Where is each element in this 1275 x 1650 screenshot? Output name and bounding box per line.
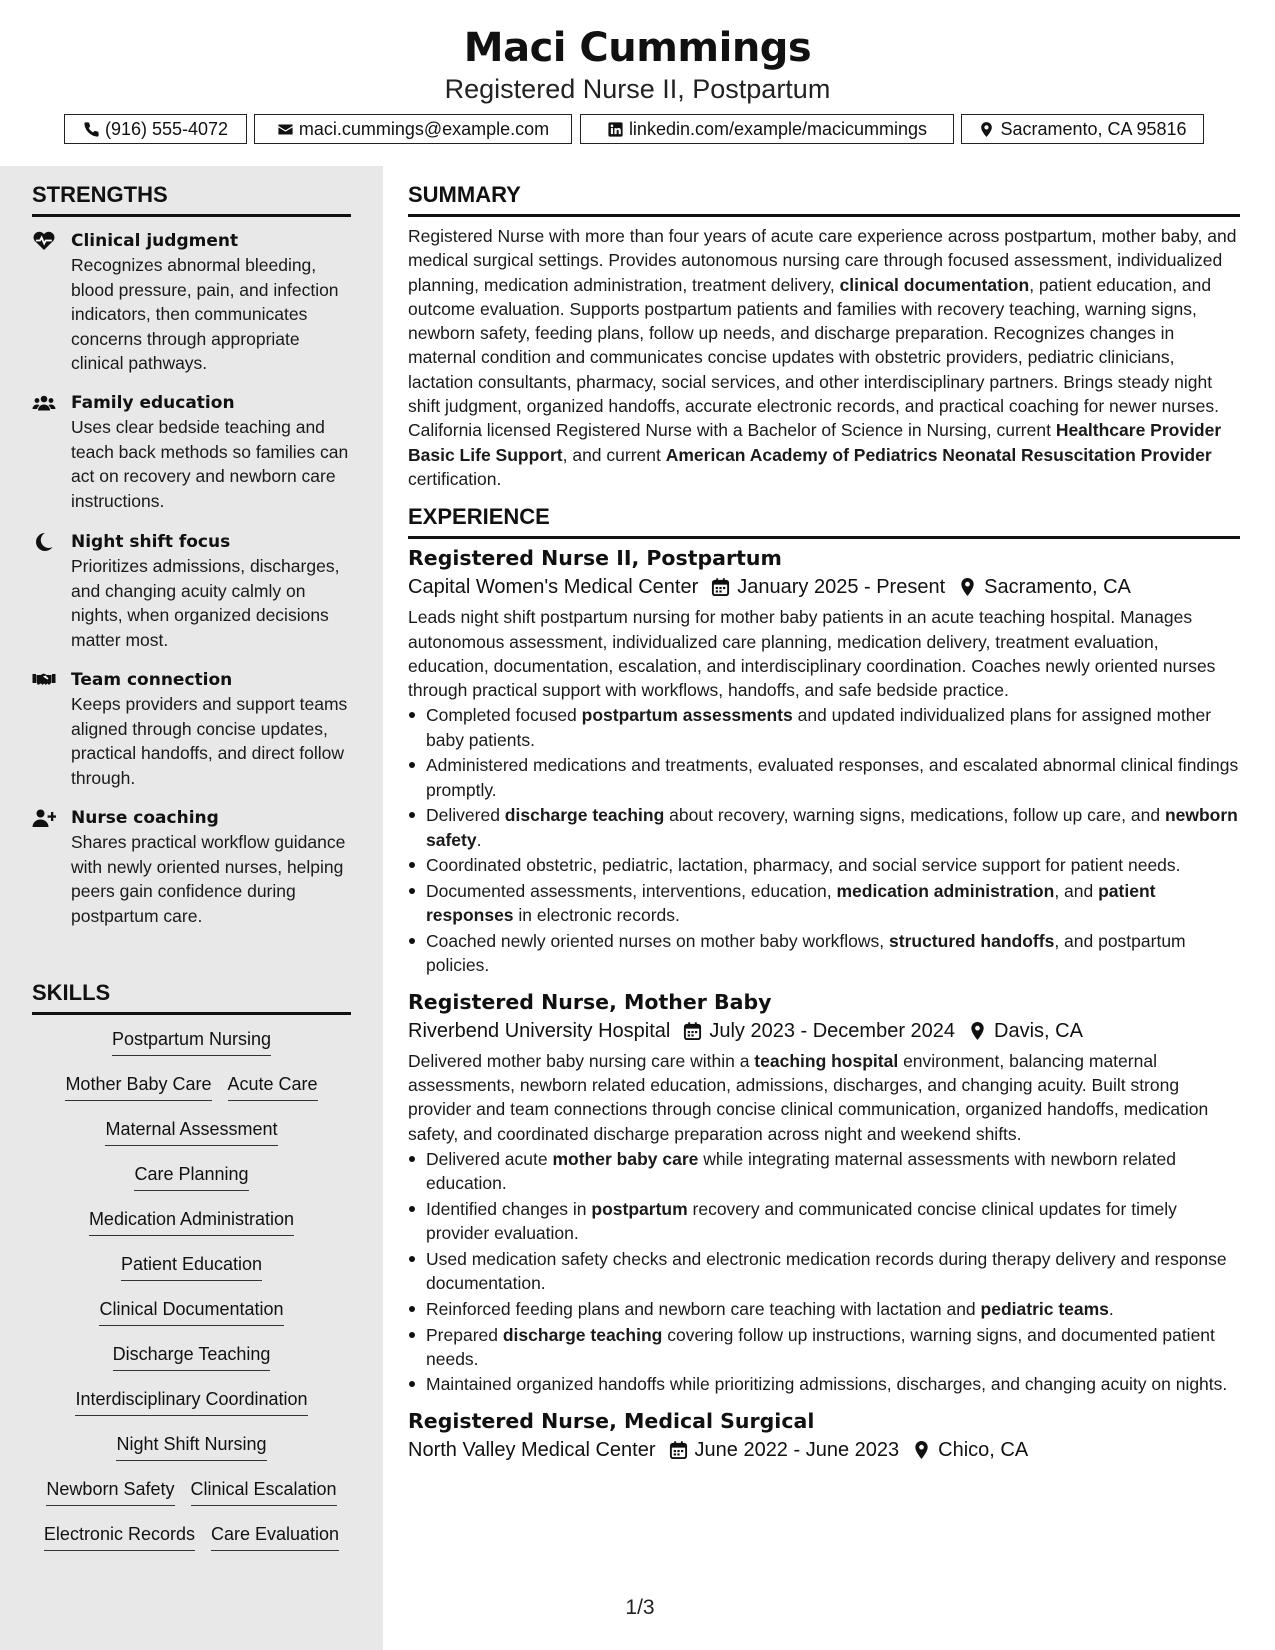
skill-row: [32, 1477, 351, 1522]
skill-tag: Care Planning: [134, 1162, 248, 1191]
strength-title: Nurse coaching: [71, 808, 219, 828]
skill-tag: Postpartum Nursing: [112, 1027, 271, 1056]
strength-item: [32, 391, 354, 513]
strength-item: [32, 229, 354, 376]
contact-email[interactable]: [254, 114, 572, 144]
skills-list: [32, 1027, 351, 1567]
job-bullets: [408, 703, 1240, 977]
users-icon: [32, 393, 56, 413]
job-meta: [408, 572, 1240, 602]
strengths-section: [32, 182, 351, 217]
job-entry: [408, 544, 1240, 977]
skill-row: [32, 1072, 351, 1117]
strength-description: Prioritizes admissions, discharges, and changing acuity calmly on nights, when organized decisions matter most.: [71, 556, 340, 650]
strength-description: Keeps providers and support teams aligned through concise updates, practical handoffs, and direct follow through.: [71, 694, 348, 788]
skill-tag: Discharge Teaching: [113, 1342, 271, 1371]
skill-tag: Clinical Escalation: [191, 1477, 337, 1506]
bullet-item: Reinforced feeding plans and newborn care teaching with lactation and pediatric teams.: [408, 1297, 1240, 1321]
linkedin-icon: [607, 121, 624, 138]
bullet-item: Administered medications and treatments, evaluated responses, and escalated abnormal clinical findings promptly.: [408, 753, 1240, 802]
job-description: Leads night shift postpartum nursing for mother baby patients in an acute teaching hospital. Manages autonomous assessment, individualized care planning, medication delivery, treatment evaluation, education, documentation, escalation, and interdisciplinary coordination. Coaches newly oriented nurses through practical support with workflows, handoffs, and safe bedside practice.: [408, 607, 1216, 701]
skill-tag: Electronic Records: [44, 1522, 195, 1551]
job-title: Registered Nurse, Medical Surgical: [408, 1408, 815, 1433]
skill-row: [32, 1342, 351, 1387]
skill-row: [32, 1117, 351, 1162]
skill-row: [32, 1027, 351, 1072]
strength-item: [32, 806, 354, 928]
bullet-item: Maintained organized handoffs while prioritizing admissions, discharges, and changing acuity on nights.: [408, 1372, 1240, 1396]
experience-heading: EXPERIENCE: [408, 504, 1240, 539]
bullet-item: Used medication safety checks and electronic medication records during therapy delivery and response documentation.: [408, 1247, 1240, 1296]
phone-text: (916) 555-4072: [104, 118, 229, 139]
skill-tag: Care Evaluation: [211, 1522, 339, 1551]
strength-item: [32, 530, 354, 652]
job-dates: June 2022 - June 2023: [694, 1438, 900, 1461]
calendar-icon: [711, 577, 730, 597]
job-dates: January 2025 - Present: [737, 576, 946, 599]
bullet-item: Coached newly oriented nurses on mother baby workflows, structured handoffs, and postpartum policies.: [408, 929, 1240, 978]
skill-tag: Interdisciplinary Coordination: [75, 1387, 307, 1416]
skills-heading: SKILLS: [32, 980, 351, 1015]
job-employer: Capital Women's Medical Center: [408, 576, 699, 599]
job-bullets: [408, 1147, 1240, 1397]
skill-tag: Mother Baby Care: [65, 1072, 211, 1101]
job-description: Delivered mother baby nursing care within a teaching hospital environment, balancing maternal assessments, newborn related education, admissions, discharges, and changing acuity. Built strong provider and team connections through concise clinical communication, organized handoffs, medication safety, and coordinated discharge preparation across night and weekend shifts.: [408, 1050, 1209, 1144]
calendar-icon: [669, 1440, 688, 1460]
contact-phone[interactable]: [64, 114, 247, 144]
job-dates: July 2023 - December 2024: [709, 1019, 956, 1042]
contact-linkedin[interactable]: [580, 114, 954, 144]
bullet-item: Documented assessments, interventions, education, medication administration, and patient responses in electronic records.: [408, 879, 1240, 928]
skill-row: [32, 1387, 351, 1432]
job-title: Registered Nurse II, Postpartum: [408, 546, 782, 571]
strength-title: Clinical judgment: [71, 231, 239, 251]
bullet-item: Identified changes in postpartum recovery and communicated concise clinical updates for timely provider evaluation.: [408, 1197, 1240, 1246]
job-entry: [408, 988, 1240, 1397]
job-title: Registered Nurse, Mother Baby: [408, 989, 772, 1014]
skill-tag: Night Shift Nursing: [116, 1432, 266, 1461]
strength-description: Uses clear bedside teaching and teach back methods so families can act on recovery and newborn care instructions.: [71, 417, 349, 511]
skill-row: [32, 1297, 351, 1342]
job-meta: [408, 1435, 1240, 1465]
phone-icon: [83, 121, 100, 138]
skill-row: [32, 1432, 351, 1477]
resume-header: [0, 0, 1275, 166]
envelope-icon: [277, 121, 294, 138]
skill-row: [32, 1252, 351, 1297]
strength-description: Shares practical workflow guidance with newly oriented nurses, helping peers gain confidence during postpartum care.: [71, 832, 346, 926]
map-pin-icon: [978, 121, 995, 138]
skills-section: [32, 980, 351, 1015]
skill-row: [32, 1207, 351, 1252]
skill-tag: Patient Education: [121, 1252, 262, 1281]
job-location: Chico, CA: [938, 1438, 1029, 1461]
summary-heading: SUMMARY: [408, 182, 1240, 217]
skill-row: [32, 1522, 351, 1567]
strength-title: Team connection: [71, 670, 233, 690]
handshake-icon: [32, 670, 56, 690]
skill-tag: Medication Administration: [89, 1207, 294, 1236]
strengths-heading: STRENGTHS: [32, 182, 351, 217]
contact-location[interactable]: [961, 114, 1204, 144]
moon-icon: [32, 532, 56, 552]
skill-row: [32, 1162, 351, 1207]
bullet-item: Coordinated obstetric, pediatric, lactation, pharmacy, and social service support for patient needs.: [408, 853, 1240, 877]
skill-tag: Newborn Safety: [46, 1477, 174, 1506]
map-pin-icon: [912, 1440, 931, 1460]
map-pin-icon: [958, 577, 977, 597]
job-employer: Riverbend University Hospital: [408, 1019, 671, 1042]
strength-description: Recognizes abnormal bleeding, blood pressure, pain, and infection indicators, then communicates concerns through appropriate clinical pathways.: [71, 255, 339, 373]
skill-tag: Acute Care: [228, 1072, 318, 1101]
bullet-item: Prepared discharge teaching covering follow up instructions, warning signs, and documented patient needs.: [408, 1323, 1240, 1372]
job-employer: North Valley Medical Center: [408, 1438, 656, 1461]
strength-title: Family education: [71, 393, 235, 413]
skill-tag: Maternal Assessment: [105, 1117, 277, 1146]
main-column: [408, 182, 1240, 1465]
contact-bar: [0, 114, 1275, 144]
job-entry: [408, 1407, 1240, 1465]
job-meta: [408, 1016, 1240, 1046]
linkedin-text: linkedin.com/example/macicummings: [628, 118, 928, 139]
skill-tag: Clinical Documentation: [99, 1297, 283, 1326]
candidate-name: Maci Cummings: [463, 25, 812, 71]
heart-pulse-icon: [32, 231, 56, 251]
email-text: maci.cummings@example.com: [298, 118, 550, 139]
user-plus-icon: [32, 808, 56, 828]
bullet-item: Completed focused postpartum assessments and updated individualized plans for assigned mother baby patients.: [408, 703, 1240, 752]
summary-text: Registered Nurse with more than four years of acute care experience across postpartum, mother baby, and medical surgical settings. Provides autonomous nursing care through focused assessment, individualized planning, medication administration, treatment delivery, clinical documentation, patient education, and outcome evaluation. Supports postpartum patients and families with recovery teaching, warning signs, newborn safety, feeding plans, follow up needs, and discharge preparation. Recognizes changes in maternal condition and communicates concise updates with obstetric providers, pediatric clinicians, lactation consultants, pharmacy, social services, and other interdisciplinary partners. Brings steady night shift judgment, organized handoffs, accurate electronic records, and practical coaching for newer nurses. California licensed Registered Nurse with a Bachelor of Science in Nursing, current Healthcare Provider Basic Life Support, and current American Academy of Pediatrics Neonatal Resuscitation Provider certification.: [408, 226, 1237, 489]
bullet-item: Delivered discharge teaching about recovery, warning signs, medications, follow up care, and newborn safety.: [408, 803, 1240, 852]
job-location: Sacramento, CA: [984, 576, 1131, 599]
strength-title: Night shift focus: [71, 532, 231, 552]
page-number: 1/3: [625, 1596, 655, 1619]
job-location: Davis, CA: [994, 1019, 1083, 1042]
candidate-title: Registered Nurse II, Postpartum: [444, 74, 831, 104]
bullet-item: Delivered acute mother baby care while integrating maternal assessments with newborn related education.: [408, 1147, 1240, 1196]
location-text: Sacramento, CA 95816: [1000, 118, 1187, 139]
strength-item: [32, 668, 354, 790]
map-pin-icon: [968, 1021, 987, 1041]
calendar-icon: [683, 1021, 702, 1041]
